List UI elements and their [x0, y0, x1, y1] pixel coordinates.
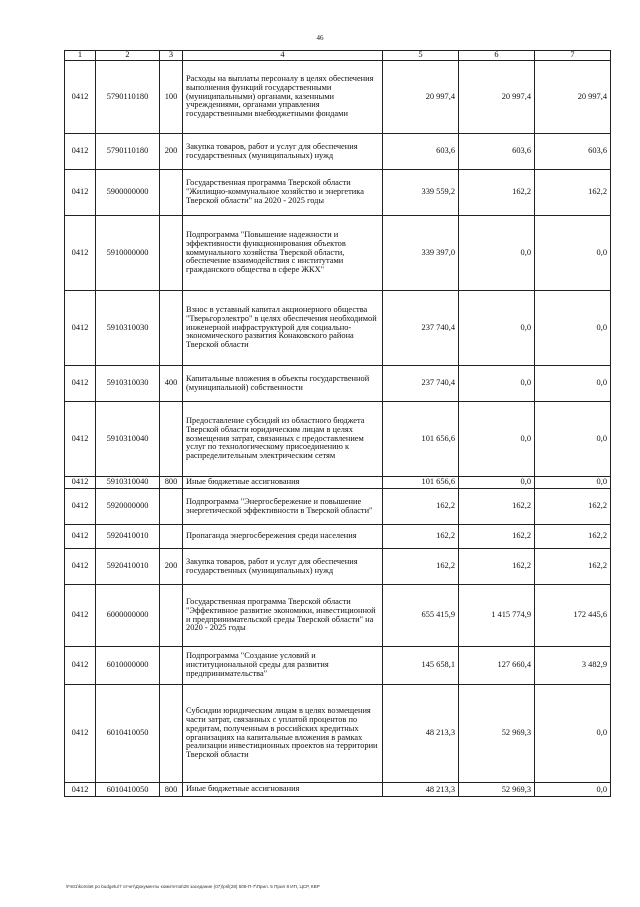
cell-name: Подпрограмма "Энергосбережение и повышение энергетической эффективности в Тверской области": [183, 489, 383, 525]
cell-value-7: 0,0: [535, 402, 611, 477]
cell-section: 0412: [65, 549, 96, 585]
col-header-value-7: 7: [535, 51, 611, 61]
cell-value-6: 52 969,3: [459, 685, 535, 783]
cell-value-5: 162,2: [383, 489, 459, 525]
cell-expense-type: 200: [160, 549, 183, 585]
cell-value-5: 20 997,4: [383, 61, 459, 134]
cell-value-6: 1 415 774,9: [459, 585, 535, 647]
table-row: [65, 134, 611, 170]
cell-name: Государственная программа Тверской области "Эффективное развитие экономики, инвестиционной и предпринимательской среды Тверской области" на 2020 - 2025 годы: [183, 585, 383, 647]
cell-name: Иные бюджетные ассигнования: [183, 477, 383, 489]
cell-section: 0412: [65, 291, 96, 366]
cell-section: 0412: [65, 366, 96, 402]
cell-value-6: 20 997,4: [459, 61, 535, 134]
cell-target-code: 5790110180: [96, 134, 160, 170]
cell-value-6: 0,0: [459, 477, 535, 489]
cell-value-5: 339 559,2: [383, 170, 459, 216]
cell-value-7: 603,6: [535, 134, 611, 170]
cell-expense-type: [160, 525, 183, 549]
cell-value-7: 0,0: [535, 783, 611, 797]
cell-section: 0412: [65, 489, 96, 525]
cell-target-code: 5920000000: [96, 489, 160, 525]
table-row: [65, 366, 611, 402]
cell-section: 0412: [65, 585, 96, 647]
cell-target-code: 5910310030: [96, 291, 160, 366]
cell-expense-type: 800: [160, 477, 183, 489]
cell-name: Закупка товаров, работ и услуг для обеспечения государственных (муниципальных) нужд: [183, 549, 383, 585]
col-header-name: 4: [183, 51, 383, 61]
cell-expense-type: [160, 291, 183, 366]
cell-section: 0412: [65, 525, 96, 549]
cell-value-7: 0,0: [535, 291, 611, 366]
cell-value-6: 162,2: [459, 170, 535, 216]
cell-expense-type: [160, 647, 183, 685]
table-row: [65, 61, 611, 134]
cell-value-5: 101 656,6: [383, 402, 459, 477]
col-header-section: 1: [65, 51, 96, 61]
cell-name: Субсидии юридическим лицам в целях возмещения части затрат, связанных с уплатой процентов по кредитам, полученным в российских кредитных организациях на капитальные вложения в рамках реализации инвестиционных проектов на территории Тверской области: [183, 685, 383, 783]
cell-section: 0412: [65, 170, 96, 216]
table-row: [65, 685, 611, 783]
cell-value-6: 0,0: [459, 291, 535, 366]
cell-expense-type: 100: [160, 61, 183, 134]
cell-name: Подпрограмма "Повышение надежности и эффективности функционирования объектов коммунального хозяйства Тверской области, обеспечение взаимодействия с институтами гражданского общества в сфере ЖКХ": [183, 216, 383, 291]
cell-value-5: 237 740,4: [383, 291, 459, 366]
cell-value-7: 3 482,9: [535, 647, 611, 685]
header-row: [65, 51, 611, 61]
cell-expense-type: [160, 585, 183, 647]
cell-value-6: 0,0: [459, 402, 535, 477]
cell-value-7: 172 445,6: [535, 585, 611, 647]
col-header-value-5: 5: [383, 51, 459, 61]
col-header-code: 2: [96, 51, 160, 61]
cell-value-5: 655 415,9: [383, 585, 459, 647]
cell-target-code: 5910310030: [96, 366, 160, 402]
cell-value-7: 162,2: [535, 525, 611, 549]
cell-value-6: 52 969,3: [459, 783, 535, 797]
cell-value-5: 603,6: [383, 134, 459, 170]
cell-expense-type: [160, 402, 183, 477]
cell-value-5: 48 213,3: [383, 783, 459, 797]
cell-section: 0412: [65, 685, 96, 783]
cell-value-5: 162,2: [383, 525, 459, 549]
cell-name: Иные бюджетные ассигнования: [183, 783, 383, 797]
cell-target-code: 5910000000: [96, 216, 160, 291]
cell-value-6: 162,2: [459, 525, 535, 549]
cell-name: Предоставление субсидий из областного бюджета Тверской области юридическим лицам в целях возмещения затрат, связанных с предоставлением услуг по технологическому присоединению к распределительным электрическим сетям: [183, 402, 383, 477]
cell-value-5: 162,2: [383, 549, 459, 585]
cell-value-5: 237 740,4: [383, 366, 459, 402]
cell-target-code: 5910310040: [96, 477, 160, 489]
cell-target-code: 6010410050: [96, 783, 160, 797]
cell-value-7: 0,0: [535, 685, 611, 783]
budget-table: [64, 50, 611, 797]
cell-value-7: 162,2: [535, 170, 611, 216]
cell-value-5: 339 397,0: [383, 216, 459, 291]
cell-target-code: 6010410050: [96, 685, 160, 783]
cell-target-code: 5920410010: [96, 549, 160, 585]
cell-value-6: 603,6: [459, 134, 535, 170]
table-row: [65, 489, 611, 525]
table-row: [65, 783, 611, 797]
file-path-footer: \Fs01\komitet po budgetu\7 отчет\Документы комитетов\28 заседание (07)\pril(28) 508-П-7\Прил. 5 Прил 8 ИП, ЦСР, КВР: [66, 884, 320, 889]
cell-value-5: 145 658,1: [383, 647, 459, 685]
table-row: [65, 525, 611, 549]
cell-value-7: 162,2: [535, 549, 611, 585]
cell-target-code: 5910310040: [96, 402, 160, 477]
cell-value-5: 48 213,3: [383, 685, 459, 783]
cell-section: 0412: [65, 477, 96, 489]
cell-value-7: 0,0: [535, 216, 611, 291]
cell-name: Закупка товаров, работ и услуг для обеспечения государственных (муниципальных) нужд: [183, 134, 383, 170]
cell-section: 0412: [65, 216, 96, 291]
cell-section: 0412: [65, 647, 96, 685]
cell-expense-type: 200: [160, 134, 183, 170]
cell-target-code: 6000000000: [96, 585, 160, 647]
table-row: [65, 291, 611, 366]
cell-expense-type: [160, 170, 183, 216]
cell-value-7: 20 997,4: [535, 61, 611, 134]
cell-expense-type: 800: [160, 783, 183, 797]
cell-name: Государственная программа Тверской области "Жилищно-коммунальное хозяйство и энергетика Тверской области" на 2020 - 2025 годы: [183, 170, 383, 216]
cell-section: 0412: [65, 783, 96, 797]
cell-section: 0412: [65, 402, 96, 477]
table-row: [65, 647, 611, 685]
cell-value-6: 127 660,4: [459, 647, 535, 685]
cell-expense-type: [160, 685, 183, 783]
page-number: 46: [316, 34, 324, 42]
cell-section: 0412: [65, 134, 96, 170]
table-row: [65, 477, 611, 489]
cell-target-code: 6010000000: [96, 647, 160, 685]
col-header-type: 3: [160, 51, 183, 61]
cell-value-7: 0,0: [535, 477, 611, 489]
cell-expense-type: [160, 216, 183, 291]
cell-value-7: 162,2: [535, 489, 611, 525]
cell-value-6: 0,0: [459, 366, 535, 402]
cell-name: Подпрограмма "Создание условий и институциональной среды для развития предпринимательства": [183, 647, 383, 685]
cell-section: 0412: [65, 61, 96, 134]
cell-name: Пропаганда энергосбережения среди населения: [183, 525, 383, 549]
table-row: [65, 402, 611, 477]
cell-expense-type: [160, 489, 183, 525]
cell-value-5: 101 656,6: [383, 477, 459, 489]
table-row: [65, 170, 611, 216]
cell-value-6: 162,2: [459, 549, 535, 585]
cell-value-6: 162,2: [459, 489, 535, 525]
cell-target-code: 5900000000: [96, 170, 160, 216]
table-row: [65, 216, 611, 291]
cell-target-code: 5790110180: [96, 61, 160, 134]
col-header-value-6: 6: [459, 51, 535, 61]
cell-value-6: 0,0: [459, 216, 535, 291]
cell-expense-type: 400: [160, 366, 183, 402]
cell-target-code: 5920410010: [96, 525, 160, 549]
cell-name: Капитальные вложения в объекты государственной (муниципальной) собственности: [183, 366, 383, 402]
table-row: [65, 585, 611, 647]
cell-name: Расходы на выплаты персоналу в целях обеспечения выполнения функций государственными (муниципальными) органами, казенными учреждениями, органами управления государственными внебюджетными фондами: [183, 61, 383, 134]
cell-name: Взнос в уставный капитал акционерного общества "Тверьгорэлектро" в целях обеспечения необходимой инженерной инфраструктурой для социально-экономического развития Конаковского района Тверской области: [183, 291, 383, 366]
cell-value-7: 0,0: [535, 366, 611, 402]
table-row: [65, 549, 611, 585]
